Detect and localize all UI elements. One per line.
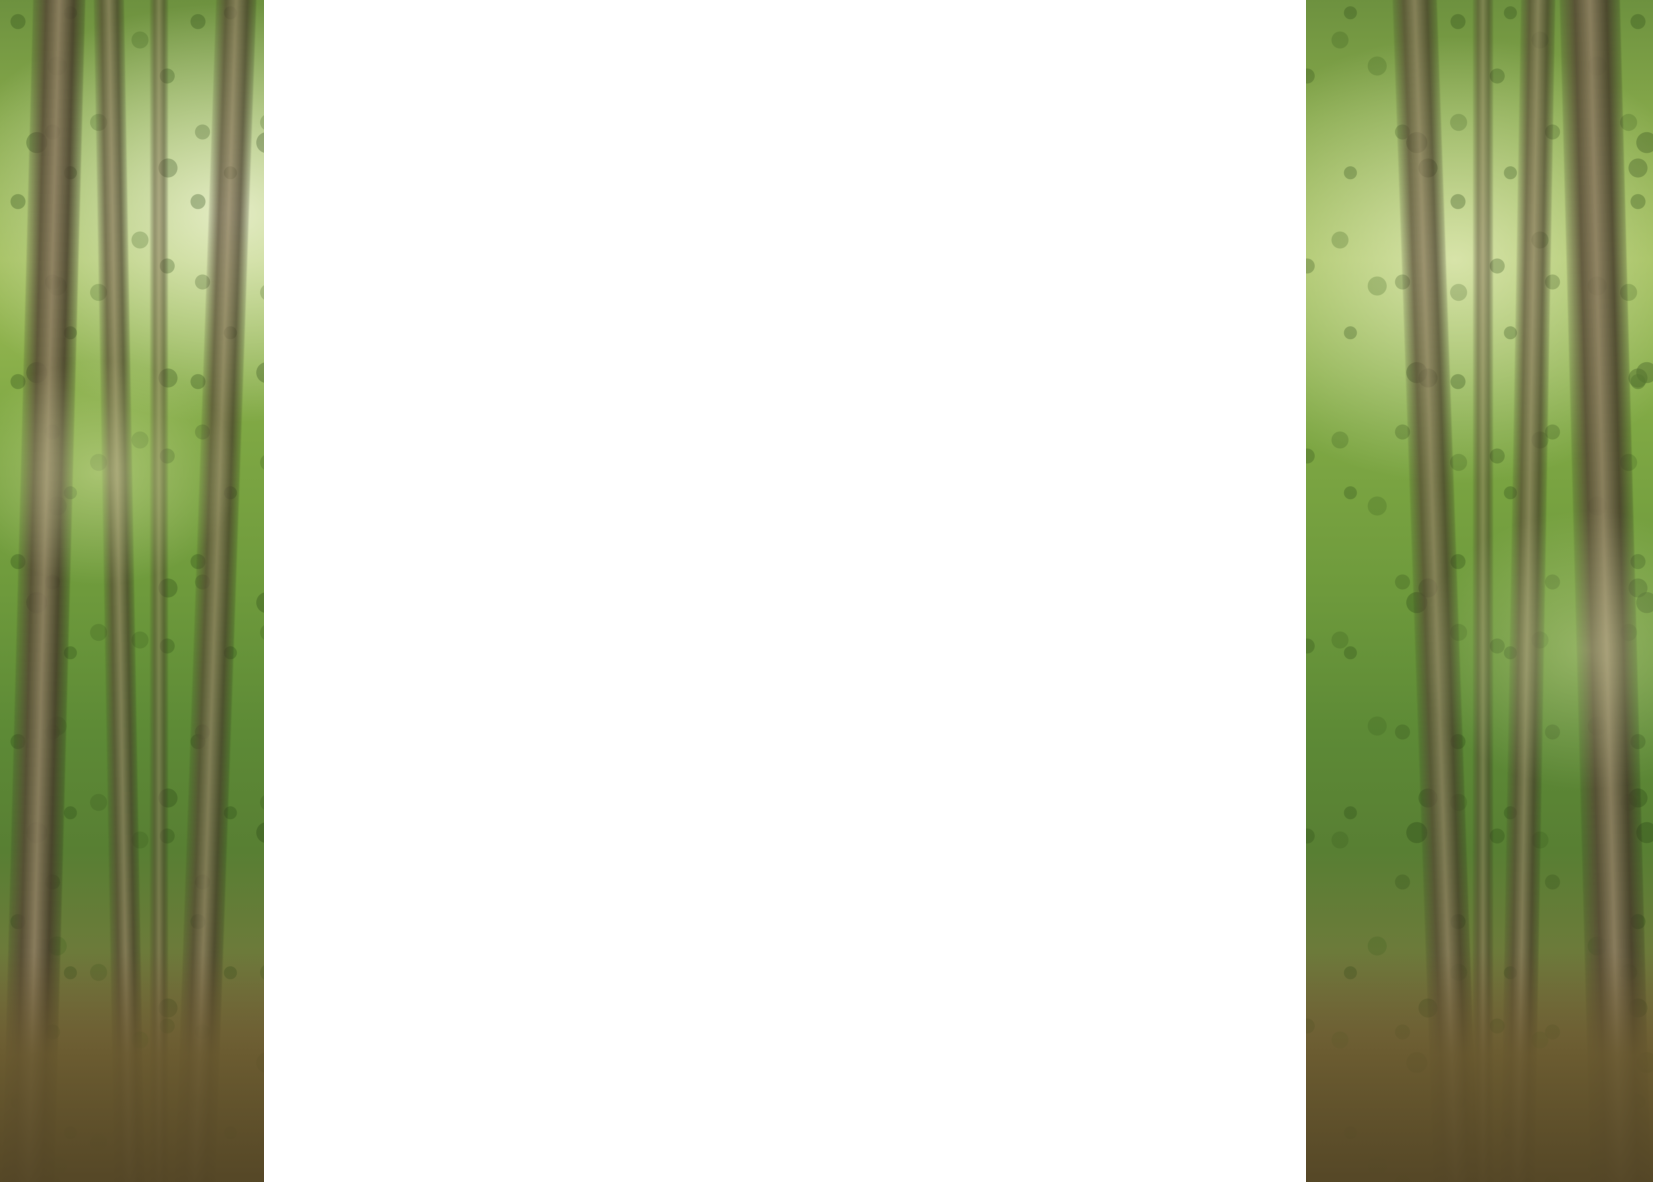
content-card-bottom-strip [264, 1118, 1306, 1182]
content-card [264, 0, 1306, 1118]
